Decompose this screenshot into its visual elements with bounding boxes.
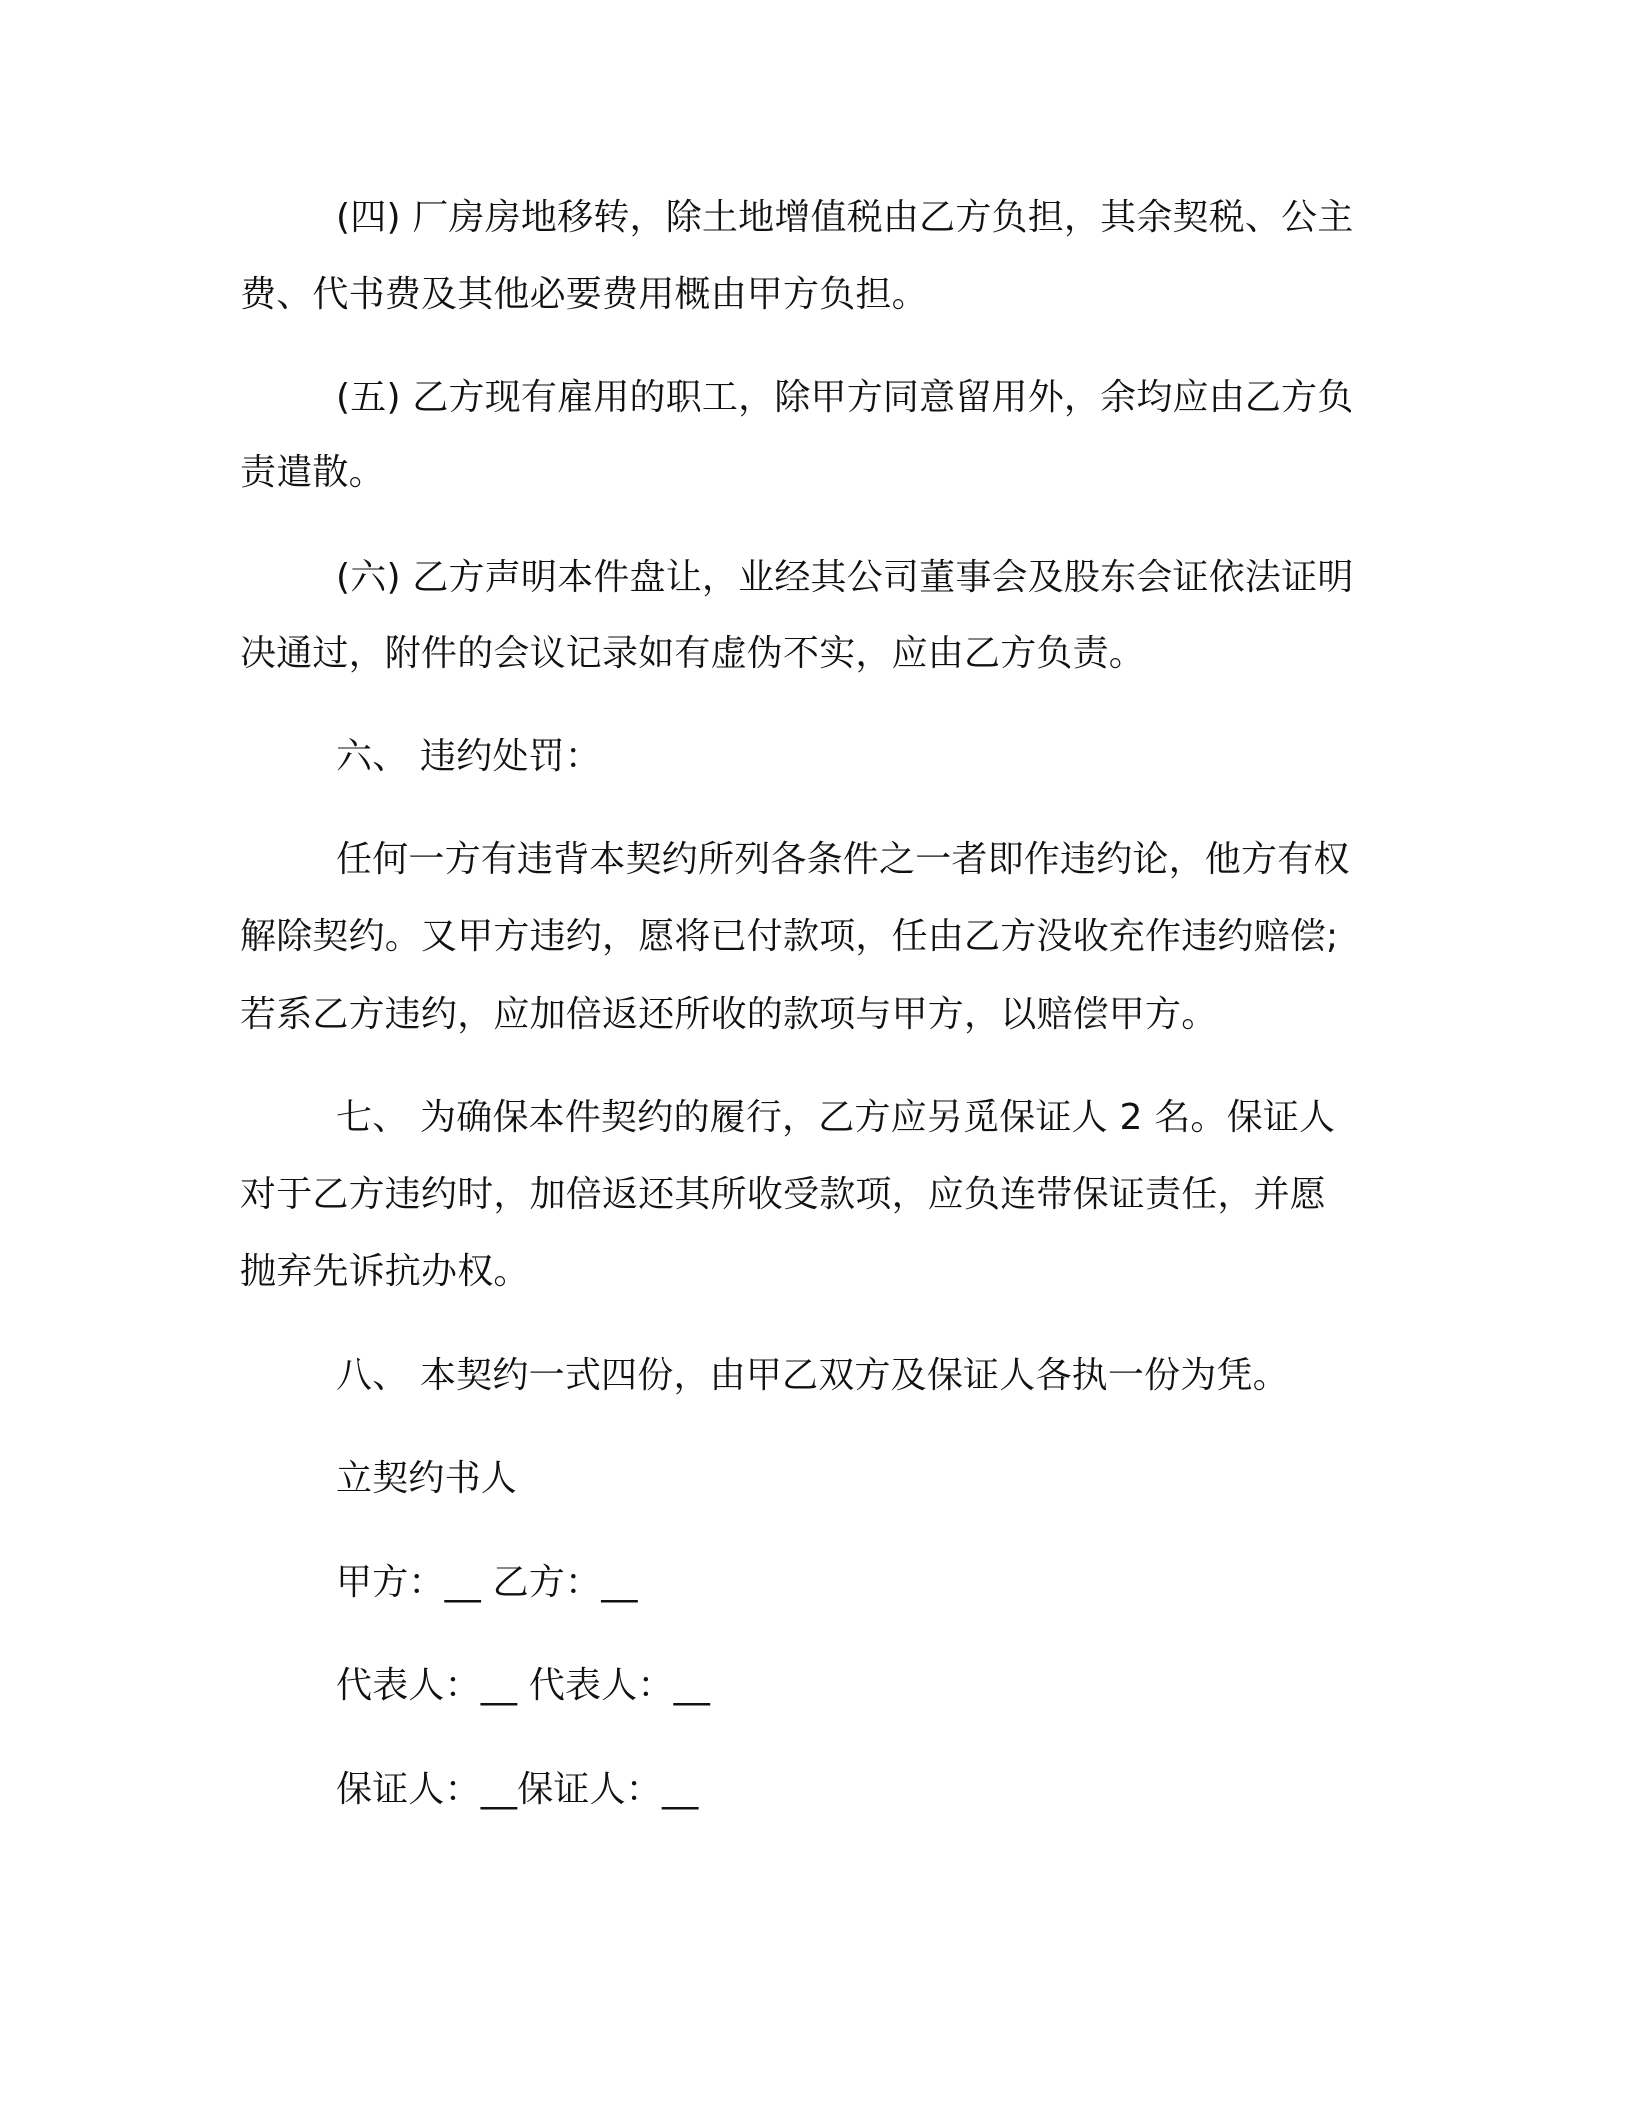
section-8-line-1: 八、 本契约一式四份，由甲乙双方及保证人各执一份为凭。 <box>336 1355 1289 1396</box>
section-6-line-1: 任何一方有违背本契约所列各条件之一者即作违约论，他方有权 <box>336 839 1350 880</box>
signatures-parties: 甲方：__ 乙方：__ <box>336 1562 638 1603</box>
section-6-line-3: 若系乙方违约，应加倍返还所收的款项与甲方，以赔偿甲方。 <box>240 994 1218 1035</box>
section-7-line-1: 七、 为确保本件契约的履行，乙方应另觅保证人 2 名。保证人 <box>336 1097 1336 1138</box>
section-7-line-3: 抛弃先诉抗办权。 <box>240 1251 530 1292</box>
clause-5-line-2: 责遣散。 <box>240 452 385 493</box>
clause-6-line-1: (六) 乙方声明本件盘让，业经其公司董事会及股东会证依法证明 <box>336 557 1354 598</box>
signatures-guarantors: 保证人：__保证人：__ <box>336 1769 699 1810</box>
clause-4-line-1: (四) 厂房房地移转，除土地增值税由乙方负担，其余契税、公主 <box>336 197 1354 238</box>
signatures-title: 立契约书人 <box>336 1458 518 1499</box>
clause-4-line-2: 费、代书费及其他必要费用概由甲方负担。 <box>240 274 928 315</box>
signatures-representatives: 代表人：__ 代表人：__ <box>336 1665 711 1706</box>
section-7-line-2: 对于乙方违约时，加倍返还其所收受款项，应负连带保证责任，并愿 <box>240 1174 1327 1215</box>
section-6-line-2: 解除契约。又甲方违约，愿将已付款项，任由乙方没收充作违约赔偿; <box>240 916 1339 957</box>
clause-5-line-1: (五) 乙方现有雇用的职工，除甲方同意留用外，余均应由乙方负 <box>336 377 1354 418</box>
section-6-heading: 六、 违约处罚： <box>336 736 602 777</box>
clause-6-line-2: 决通过，附件的会议记录如有虚伪不实，应由乙方负责。 <box>240 633 1146 674</box>
